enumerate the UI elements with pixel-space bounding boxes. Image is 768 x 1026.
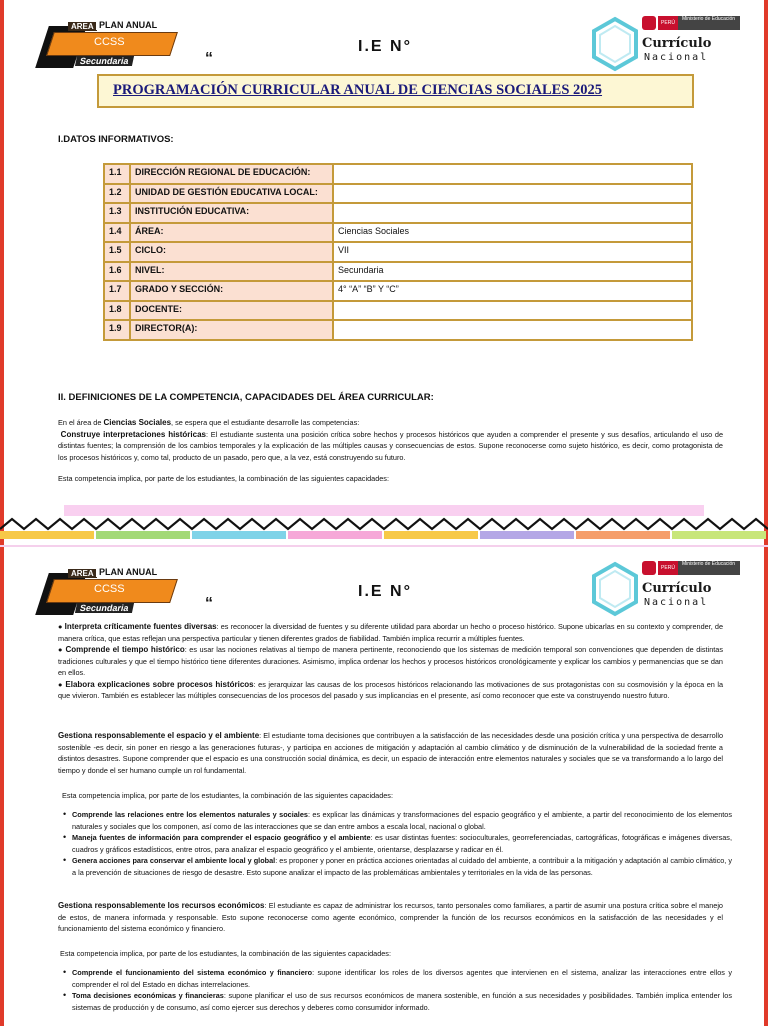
info-row: [104, 203, 692, 223]
quote-mark: “: [205, 50, 213, 67]
competency-2-text: : El estudiante toma decisiones que contribuyen a la satisfacción de las necesidades desde una posición crítica y una perspectiva de desarrollo sostenible -es decir, sin poner en riesgo a las generaciones futuras-, y participa en acciones de mitigación y adaptación al cambio climático y de disminución de la vulnerabilidad de la sociedad frente a distintos desastres. Supone comprender que el espacio es una construcción social dinámica, es decir, un espacio de interacción entre elementos naturales y sociales que se va transformando a lo largo del tiempo y donde el ser humano cumple un rol fundamental.: [58, 731, 724, 775]
section-heading-definiciones: II. DEFINICIONES DE LA COMPETENCIA, CAPACIDADES DEL ÁREA CURRICULAR:: [58, 392, 434, 403]
curriculo-nacional-logo: [640, 559, 742, 609]
capacity-name: Comprende el funcionamiento del sistema económico y financiero: [72, 968, 313, 977]
info-label: UNIDAD DE GESTIÓN EDUCATIVA LOCAL:: [130, 184, 333, 204]
capacity-name: Toma decisiones económicas y financieras: [72, 991, 224, 1000]
list-item: [72, 855, 732, 878]
info-value: [333, 301, 692, 321]
info-row: [104, 164, 692, 184]
color-stripe-segment: [480, 531, 574, 539]
logo-word-nacional: Nacional: [644, 597, 709, 608]
hexagon-icon: [590, 16, 640, 72]
info-row: [104, 301, 692, 321]
info-number: 1.6: [104, 262, 130, 282]
quote-mark: “: [205, 595, 213, 612]
badge-plan-label: PLAN ANUAL: [96, 20, 160, 30]
capacity-text: : supone identificar los roles de los diversos agentes que intervienen en el sistema, analizar las interacciones entre ellos y comprender el rol del Estado en dichas interrelaciones.: [72, 968, 733, 989]
capacity-text: : es proponer y poner en práctica acciones orientadas al cuidado del ambiente, a contribuir a la mitigación y adaptación al cambio climático, y a la prevención de situaciones de riesgo de desastre. Esto supone analizar el impacto de las problemáticas ambientales y territoriales en la vida de las personas.: [72, 856, 733, 877]
capacities-intro-2: Esta competencia implica, por parte de los estudiantes, la combinación de las siguientes capacidades:: [62, 791, 393, 800]
info-number: 1.1: [104, 164, 130, 184]
info-number: 1.7: [104, 281, 130, 301]
capacity-name: Elabora explicaciones sobre procesos históricos: [65, 679, 254, 689]
intro-pre: En el área de: [58, 418, 104, 427]
info-row: [104, 223, 692, 243]
info-label: INSTITUCIÓN EDUCATIVA:: [130, 203, 333, 223]
area-badge: [36, 565, 176, 623]
document-title: PROGRAMACIÓN CURRICULAR ANUAL DE CIENCIAS SOCIALES 2025: [113, 82, 603, 98]
info-row: [104, 320, 692, 340]
competency-2-paragraph: [58, 730, 723, 776]
competency-1-name: Construye interpretaciones históricas: [60, 429, 206, 439]
capacity-item: ● Interpreta críticamente fuentes diversas: es reconocer la diversidad de fuentes y su diferente utilidad para abordar un hecho o proceso histórico. Supone ubicarlas en su contexto y comprender, de manera crítica, que estas reflejan una perspectiva particular y tienen diferentes grados de fiabilidad. También implica recurrir a múltiples fuentes.: [58, 622, 724, 643]
info-table: [103, 163, 693, 341]
info-value: 4° “A” “B” Y “C”: [333, 281, 692, 301]
badge-area-label: AREA: [68, 569, 97, 578]
info-value: [333, 164, 692, 184]
capacity-text: : es jerarquizar las causas de los procesos históricos relacionando las motivaciones de sus protagonistas con su cosmovisión y la época en la que vivieron. También es establecer las múltiples consecuencias de los procesos del pasado y sus implicancias en el presente, así como reconocer que este va construyendo nuestro futuro.: [58, 679, 724, 700]
info-number: 1.5: [104, 242, 130, 262]
shield-icon: [642, 16, 656, 30]
badge-plan-label: PLAN ANUAL: [96, 567, 160, 577]
color-stripe-segment: [576, 531, 670, 539]
color-stripe-segment: [384, 531, 478, 539]
logo-country: PERÚ: [658, 16, 678, 30]
shield-icon: [642, 561, 656, 575]
color-stripe-segment: [0, 531, 94, 539]
competency-3-name: Gestiona responsablemente los recursos económicos: [58, 901, 265, 910]
info-label: DOCENTE:: [130, 301, 333, 321]
info-value: [333, 320, 692, 340]
badge-level: Secundaria: [75, 603, 134, 613]
hexagon-icon: [590, 561, 640, 617]
capacity-text: : es reconocer la diversidad de fuentes y su diferente utilidad para abordar un hecho o proceso histórico. Supone ubicarlas en su contexto y comprender, de manera crítica, que estas reflejan una perspectiva particular y tienen diferentes grados de fiabilidad. También implica recurrir a múltiples fuentes.: [58, 622, 724, 643]
document-page-2: [0, 545, 768, 1026]
list-item: [72, 990, 732, 1013]
capacity-text: : es explicar las dinámicas y transformaciones del espacio geográfico y el ambiente, a partir del reconocimiento de los elementos naturales y sociales que los componen, así como de las interacciones que se dan entre ambos a escala local, nacional o global.: [72, 810, 732, 831]
page-border-right: [764, 0, 768, 545]
info-row: [104, 262, 692, 282]
info-label: GRADO Y SECCIÓN:: [130, 281, 333, 301]
capacity-text: : supone planificar el uso de sus recursos económicos de manera sostenible, en función a sus necesidades y posibilidades. También implica entender los sistemas de producción y de consumo, así como ejercer sus derechos y deberes como consumidor informado.: [72, 991, 732, 1012]
info-row: [104, 184, 692, 204]
competency-1-text: : El estudiante sustenta una posición crítica sobre hechos y procesos históricos que ayuden a comprender el presente y sus desafíos, articulando el uso de distintas fuentes; la comprensión de los cambios temporales y la explicación de las múltiples causas y consecuencias de estos. Supone reconocerse como sujeto histórico, es decir, como protagonista de los procesos históricos y, como tal, producto de un pasado, pero que, a la vez, está construyendo su futuro.: [58, 429, 724, 462]
color-stripe-segment: [288, 531, 382, 539]
logo-word-nacional: Nacional: [644, 52, 709, 63]
info-number: 1.2: [104, 184, 130, 204]
capacities-intro-3: Esta competencia implica, por parte de los estudiantes, la combinación de las siguientes capacidades:: [60, 949, 391, 958]
info-number: 1.3: [104, 203, 130, 223]
info-row: [104, 281, 692, 301]
capacities-intro: Esta competencia implica, por parte de los estudiantes, la combinación de las siguientes capacidades:: [58, 474, 389, 483]
info-label: DIRECTOR(A):: [130, 320, 333, 340]
history-capacities: [58, 621, 723, 702]
info-number: 1.8: [104, 301, 130, 321]
econ-capacities-list: [62, 967, 732, 1013]
info-number: 1.9: [104, 320, 130, 340]
school-label: I.E N°: [358, 583, 412, 600]
info-label: ÁREA:: [130, 223, 333, 243]
color-stripe-segment: [672, 531, 766, 539]
intro-paragraph: [58, 417, 723, 463]
badge-area-label: AREA: [68, 22, 97, 31]
intro-area: Ciencias Sociales: [103, 418, 172, 427]
competency-3-text: : El estudiante es capaz de administrar los recursos, tanto personales como familiares, a partir de asumir una postura crítica sobre el manejo de estos, de manera informada y responsable. Esto supone reconocerse como agente económico, comprender la función de los recursos económicos en la satisfacción de las necesidades y el funcionamiento del sistema económico y financiero.: [58, 901, 723, 933]
list-item: [72, 809, 732, 832]
capacity-name: Comprende las relaciones entre los elementos naturales y sociales: [72, 810, 308, 819]
competency-3-paragraph: [58, 900, 723, 935]
info-label: NIVEL:: [130, 262, 333, 282]
capacity-item: ● Elabora explicaciones sobre procesos históricos: es jerarquizar las causas de los procesos históricos relacionando las motivaciones de sus protagonistas con su cosmovisión y la época en la que vivieron. También es establecer las múltiples consecuencias de los procesos del pasado y sus implicancias en el presente, así como reconocer que este va construyendo nuestro futuro.: [58, 679, 724, 700]
capacity-text: : es usar distintas fuentes: socioculturales, georreferenciadas, cartográficas, fotográficas e imágenes diversas, cuadros y gráficos estadísticos, entre otros, para analizar el espacio geográfico y el ambiente, orientarse, desplazarse y radicar en él.: [72, 833, 732, 854]
color-stripe-segment: [192, 531, 286, 539]
space-capacities-list: [62, 809, 732, 878]
info-row: [104, 242, 692, 262]
info-value: VII: [333, 242, 692, 262]
info-number: 1.4: [104, 223, 130, 243]
color-stripe-segment: [96, 531, 190, 539]
capacity-name: Comprende el tiempo histórico: [65, 645, 185, 654]
logo-country: PERÚ: [658, 561, 678, 575]
list-item: [72, 967, 732, 990]
info-value: Ciencias Sociales: [333, 223, 692, 243]
info-value: [333, 203, 692, 223]
page-border-left: [0, 0, 4, 545]
capacity-name: Interpreta críticamente fuentes diversas: [64, 622, 217, 631]
area-badge: [36, 18, 176, 76]
page-border-left: [0, 547, 4, 1026]
list-item: [72, 832, 732, 855]
logo-ministry: Ministerio de Educación: [678, 561, 740, 575]
logo-word-curriculo: Currículo: [642, 36, 712, 51]
badge-level: Secundaria: [75, 56, 134, 66]
info-label: CICLO:: [130, 242, 333, 262]
intro-post: , se espera que el estudiante desarrolle las competencias:: [171, 418, 360, 427]
document-title-box: [97, 74, 694, 108]
info-value: [333, 184, 692, 204]
competency-2-name: Gestiona responsablemente el espacio y el ambiente: [58, 731, 260, 740]
badge-subject: CCSS: [94, 583, 125, 595]
school-label: I.E N°: [358, 38, 412, 55]
color-stripe: [0, 531, 768, 539]
curriculo-nacional-logo: [640, 14, 742, 64]
page-border-right: [764, 547, 768, 1026]
capacity-text: : es usar las nociones relativas al tiempo de manera pertinente, reconociendo que los sistemas de medición temporal son convenciones que dependen de distintas tradiciones culturales y que el tiempo histórico tiene diferentes duraciones. Asimismo, implica ordenar los hechos y procesos históricos cronológicamente y explicar los cambios y permanencias que se dan en ellos.: [58, 645, 723, 677]
capacity-name: Genera acciones para conservar el ambiente local y global: [72, 856, 276, 865]
logo-ministry: Ministerio de Educación: [678, 16, 740, 30]
info-value: Secundaria: [333, 262, 692, 282]
capacity-name: Maneja fuentes de información para comprender el espacio geográfico y el ambiente: [72, 833, 371, 842]
section-heading-datos: I.DATOS INFORMATIVOS:: [58, 134, 174, 145]
badge-subject: CCSS: [94, 36, 125, 48]
info-label: DIRECCIÓN REGIONAL DE EDUCACIÓN:: [130, 164, 333, 184]
capacity-item: ● Comprende el tiempo histórico: es usar las nociones relativas al tiempo de manera pertinente, reconociendo que los sistemas de medición temporal son convenciones que dependen de distintas tradiciones culturales y que el tiempo histórico tiene diferentes duraciones. Asimismo, implica ordenar los hechos y procesos históricos cronológicamente y explicar los cambios y permanencias que se dan en ellos.: [58, 645, 723, 677]
logo-word-curriculo: Currículo: [642, 581, 712, 596]
